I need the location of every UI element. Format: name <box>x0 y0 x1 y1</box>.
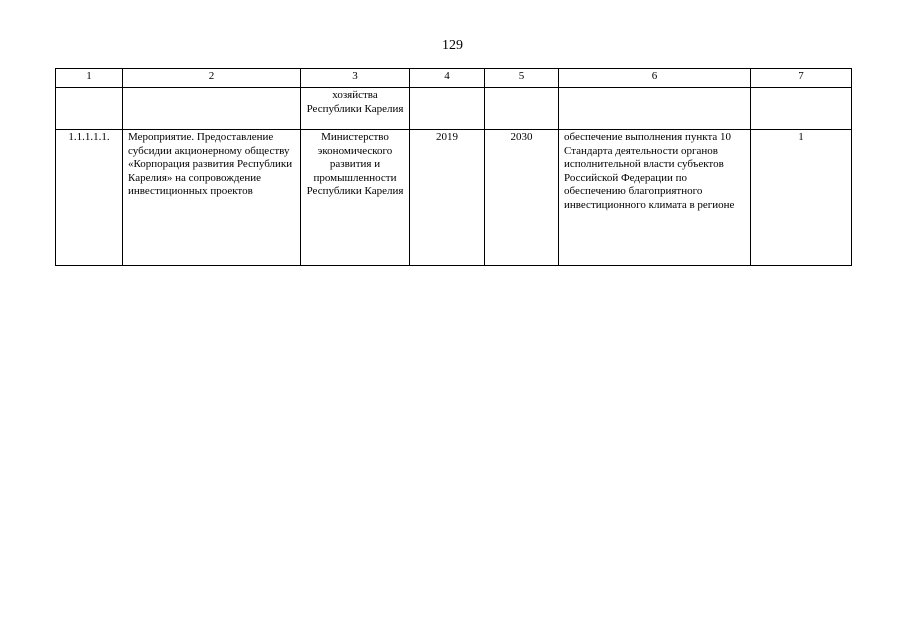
column-header: 7 <box>751 69 852 88</box>
table-cell <box>751 88 852 130</box>
column-header: 4 <box>410 69 485 88</box>
column-header: 3 <box>301 69 410 88</box>
column-header: 1 <box>56 69 123 88</box>
data-table <box>55 68 852 266</box>
end-year-cell: 2030 <box>485 130 559 266</box>
expected-result-cell: обеспечение выполнения пункта 10 Стандарта деятельности органов исполнительной власти субъектов Российской Федерации по обеспечению благоприятного инвестиционного климата в регионе <box>559 130 751 266</box>
table-row <box>56 130 852 266</box>
table-header-row <box>56 69 852 88</box>
column-header: 2 <box>123 69 301 88</box>
measure-description-cell: Мероприятие. Предоставление субсидии акционерному обществу «Корпорация развития Республики Карелия» на сопровождение инвестиционных проектов <box>123 130 301 266</box>
table-row <box>56 88 852 130</box>
table-cell <box>410 88 485 130</box>
column-header: 5 <box>485 69 559 88</box>
indicator-cell: 1 <box>751 130 852 266</box>
table-cell <box>56 88 123 130</box>
responsible-executor-cell: Министерство экономического развития и промышленности Республики Карелия <box>301 130 410 266</box>
table-cell: хозяйства Республики Карелия <box>301 88 410 130</box>
page-number: 129 <box>442 38 463 53</box>
table-cell <box>485 88 559 130</box>
start-year-cell: 2019 <box>410 130 485 266</box>
table-cell <box>559 88 751 130</box>
table-cell <box>123 88 301 130</box>
measure-number-cell: 1.1.1.1.1. <box>56 130 123 266</box>
column-header: 6 <box>559 69 751 88</box>
